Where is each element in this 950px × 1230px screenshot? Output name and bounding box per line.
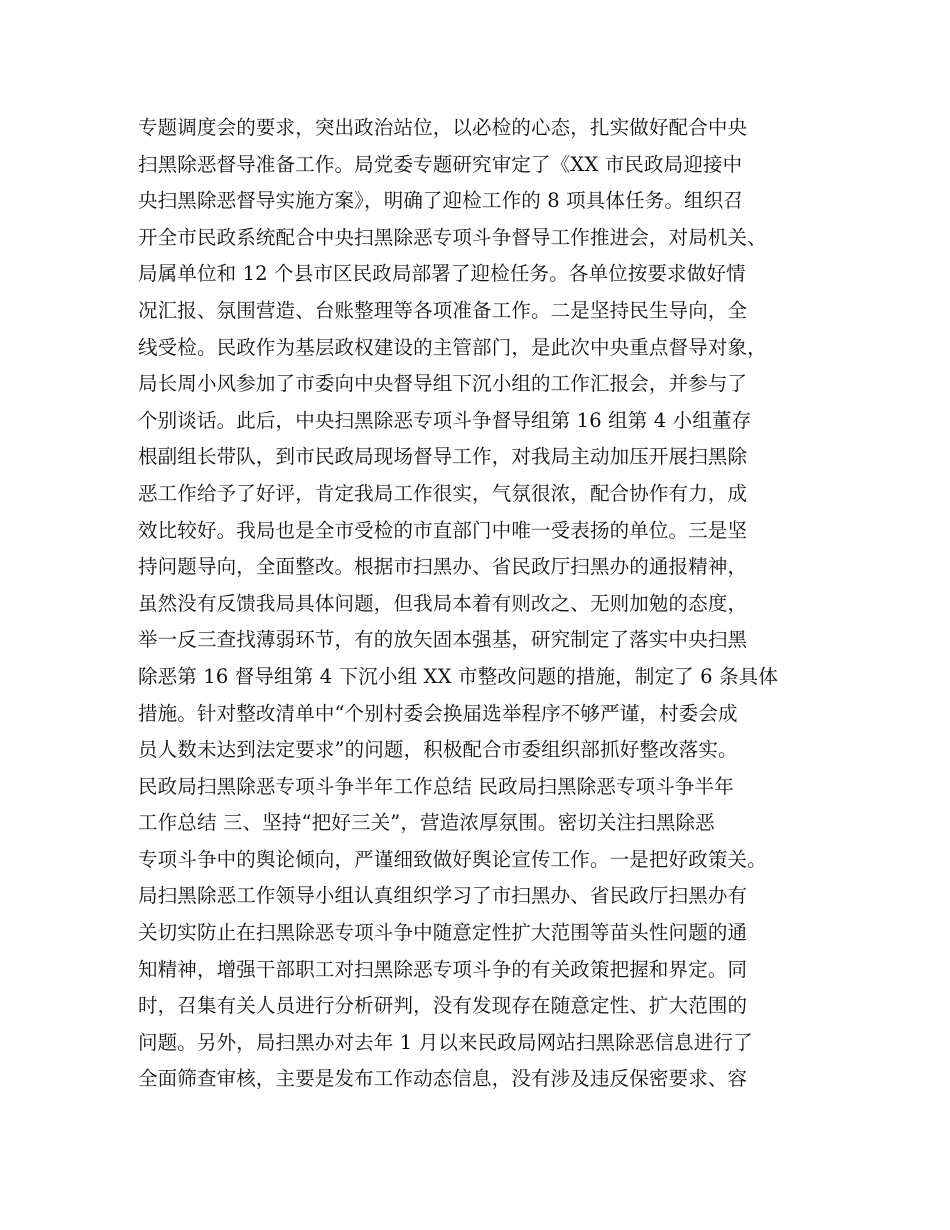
text-line: 知精神，增强干部职工对扫黑除恶专项斗争的有关政策把握和界定。同 (138, 957, 748, 981)
text-line: 央扫黑除恶督导实施方案》，明确了迎检工作的 8 项具体任务。组织召 (138, 189, 744, 213)
body-text (138, 110, 828, 1098)
text-line: 根副组长带队，到市民政局现场督导工作，对我局主动加压开展扫黑除 (138, 445, 748, 469)
text-line: 专项斗争中的舆论倾向，严谨细致做好舆论宣传工作。一是把好政策关。 (138, 847, 767, 871)
text-line: 个别谈话。此后，中央扫黑除恶专项斗争督导组第 16 组第 4 小组董存 (138, 408, 752, 432)
text-line: 局长周小风参加了市委向中央督导组下沉小组的工作汇报会，并参与了 (138, 372, 748, 396)
text-line: 虽然没有反馈我局具体问题，但我局本着有则改之、无则加勉的态度， (138, 591, 748, 615)
text-line: 持问题导向，全面整改。根据市扫黑办、省民政厅扫黑办的通报精神， (138, 555, 748, 579)
text-line: 问题。另外，局扫黑办对去年 1 月以来民政局网站扫黑除恶信息进行了 (138, 1030, 753, 1054)
text-line: 全面筛查审核，主要是发布工作动态信息，没有涉及违反保密要求、容 (138, 1067, 748, 1091)
text-line: 效比较好。我局也是全市受检的市直部门中唯一受表扬的单位。三是坚 (138, 518, 748, 542)
text-line: 线受检。民政作为基层政权建设的主管部门，是此次中央重点督导对象， (138, 335, 767, 359)
text-line: 员人数未达到法定要求”的问题，积极配合市委组织部抓好整改落实。 (138, 738, 738, 762)
text-line: 开全市民政系统配合中央扫黑除恶专项斗争督导工作推进会，对局机关、 (138, 225, 767, 249)
text-line: 局属单位和 12 个县市区民政局部署了迎检任务。各单位按要求做好情 (138, 262, 746, 286)
text-line: 扫黑除恶督导准备工作。局党委专题研究审定了《XX 市民政局迎接中 (138, 152, 743, 176)
text-line: 恶工作给予了好评，肯定我局工作很实，气氛很浓，配合协作有力，成 (138, 481, 748, 505)
text-line: 工作总结 三、坚持“把好三关”，营造浓厚氛围。密切关注扫黑除恶 (138, 811, 715, 835)
text-line: 民政局扫黑除恶专项斗争半年工作总结 民政局扫黑除恶专项斗争半年 (138, 774, 734, 798)
text-line: 关切实防止在扫黑除恶专项斗争中随意定性扩大范围等苗头性问题的通 (138, 921, 748, 945)
text-line: 专题调度会的要求，突出政治站位，以必检的心态，扎实做好配合中央 (138, 116, 748, 139)
text-line: 局扫黑除恶工作领导小组认真组织学习了市扫黑办、省民政厅扫黑办有 (138, 884, 748, 908)
text-line: 举一反三查找薄弱环节，有的放矢固本强基，研究制定了落实中央扫黑 (138, 628, 748, 652)
text-line: 措施。针对整改清单中“个别村委会换届选举程序不够严谨，村委会成 (138, 701, 738, 725)
text-line: 况汇报、氛围营造、台账整理等各项准备工作。二是坚持民生导向，全 (138, 298, 748, 322)
text-line: 时，召集有关人员进行分析研判，没有发现存在随意定性、扩大范围的 (138, 994, 748, 1018)
text-line: 除恶第 16 督导组第 4 下沉小组 XX 市整改问题的措施，制定了 6 条具体 (138, 664, 778, 688)
